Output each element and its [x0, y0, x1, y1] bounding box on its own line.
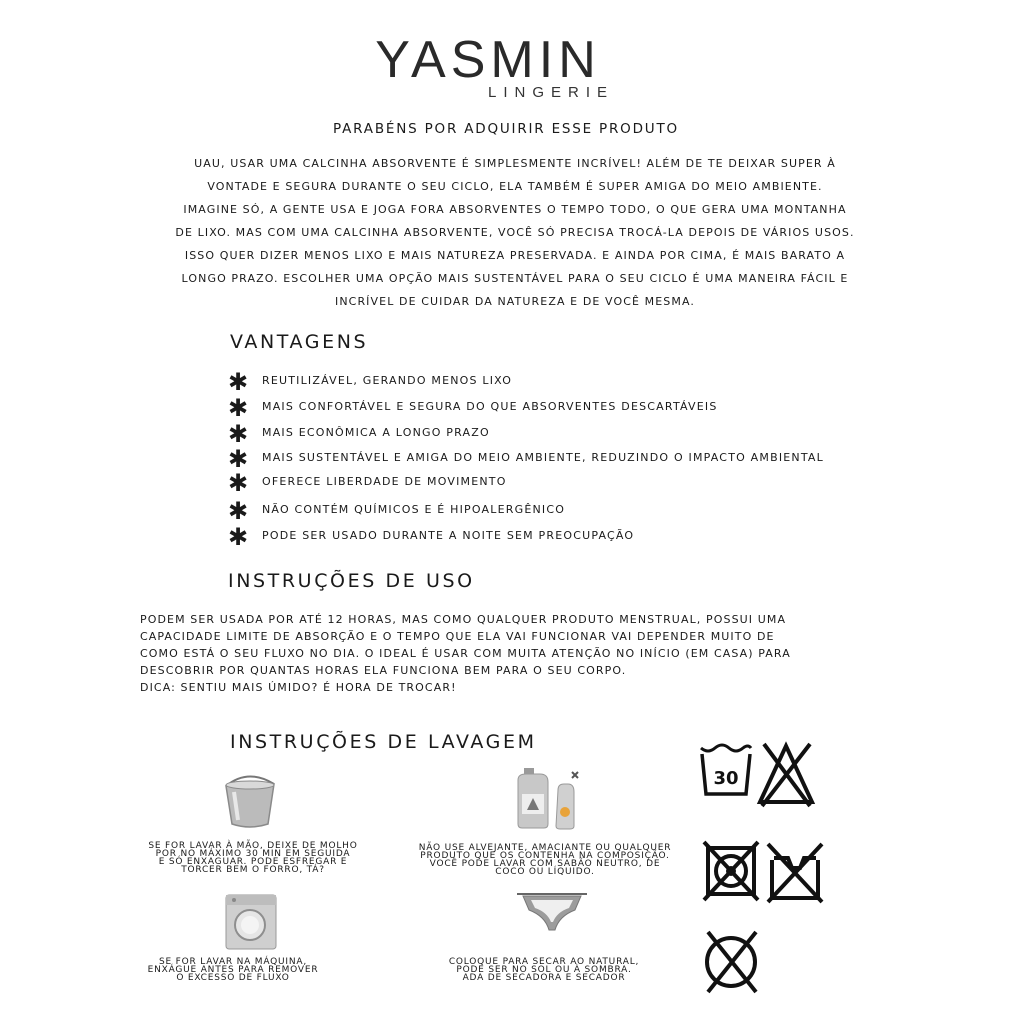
intro-line: DE LIXO. MAS COM UMA CALCINHA ABSORVENTE, VOCÊ SÓ PRECISA TROCÁ-LA DEPOIS DE VÁRIOS USOS.	[175, 226, 855, 239]
asterisk-icon: ✱	[228, 420, 249, 448]
lavagem-heading: INSTRUÇÕES DE LAVAGEM	[230, 731, 537, 753]
caption-line: SE FOR LAVAR À MÃO, DEIXE DE MOLHO	[148, 841, 358, 851]
list-item	[228, 419, 490, 448]
uso-line: PODEM SER USADA POR ATÉ 12 HORAS, MAS COMO QUALQUER PRODUTO MENSTRUAL, POSSUI UMA	[140, 613, 787, 626]
asterisk-icon: ✱	[228, 445, 249, 473]
uso-line: DESCOBRIR POR QUANTAS HORAS ELA FUNCIONA BEM PARA O SEU CORPO.	[140, 664, 627, 677]
list-item-text: OFERECE LIBERDADE DE MOVIMENTO	[262, 474, 507, 488]
asterisk-icon: ✱	[228, 497, 249, 525]
intro-paragraph	[175, 152, 855, 313]
no-tumble-dry-icon	[700, 838, 760, 904]
uso-paragraph	[140, 611, 800, 696]
intro-line: LONGO PRAZO. ESCOLHER UMA OPÇÃO MAIS SUSTENTÁVEL PARA O SEU CICLO É UMA MANEIRA FÁCIL E	[181, 272, 849, 285]
wash-temp-label: 30	[713, 768, 739, 789]
list-item	[228, 393, 718, 422]
bucket-icon	[218, 774, 280, 830]
list-item-text: NÃO CONTÉM QUÍMICOS E É HIPOALERGÊNICO	[262, 502, 566, 516]
congrats-heading: PARABÉNS POR ADQUIRIR ESSE PRODUTO	[333, 121, 679, 137]
wash-caption-machine	[135, 958, 331, 982]
caption-line: VOCÊ PODE LAVAR COM SABÃO NEUTRO, DE	[429, 859, 661, 869]
intro-line: INCRÍVEL DE CUIDAR DA NATUREZA E DE VOCÊ MESMA.	[334, 295, 696, 308]
brand-logo: YASMIN	[375, 31, 601, 89]
vantagens-heading: VANTAGENS	[230, 331, 369, 353]
uso-line: CAPACIDADE LIMITE DE ABSORÇÃO E O TEMPO QUE ELA VAI FUNCIONAR VAI DEPENDER MUITO DE	[140, 630, 775, 643]
no-bleach-icon	[756, 740, 816, 810]
list-item	[228, 468, 507, 497]
wash-caption-dry	[432, 958, 656, 982]
bleach-bottles-icon	[512, 766, 584, 832]
caption-line: SE FOR LAVAR NA MÁQUINA,	[158, 957, 308, 967]
drying-panty-icon	[515, 888, 589, 938]
wash-30-icon	[698, 742, 754, 798]
no-dry-clean-icon	[700, 926, 762, 998]
caption-line: COCO OU LÍQUIDO.	[495, 867, 595, 877]
caption-line: NÃO USE ALVEJANTE, AMACIANTE OU QUALQUER	[418, 843, 672, 853]
intro-line: UAU, USAR UMA CALCINHA ABSORVENTE É SIMPLESMENTE INCRÍVEL! ALÉM DE TE DEIXAR SUPER À	[194, 157, 836, 170]
asterisk-icon: ✱	[228, 368, 249, 396]
caption-line: POR NO MÁXIMO 30 MIN EM SEGUIDA	[155, 849, 351, 859]
caption-line: ADA DE SECADORA E SECADOR	[462, 973, 626, 983]
intro-line: IMAGINE SÓ, A GENTE USA E JOGA FORA ABSORVENTES O TEMPO TODO, O QUE GERA UMA MONTANHA	[183, 203, 847, 216]
caption-line: COLOQUE PARA SECAR AO NATURAL,	[448, 957, 640, 967]
wash-caption-bleach	[395, 844, 695, 876]
list-item-text: REUTILIZÁVEL, GERANDO MENOS LIXO	[262, 373, 513, 387]
list-item	[228, 496, 566, 525]
list-item	[228, 522, 635, 551]
intro-line: VONTADE E SEGURA DURANTE O SEU CICLO, ELA TAMBÉM É SUPER AMIGA DO MEIO AMBIENTE.	[207, 180, 823, 193]
intro-line: ISSO QUER DIZER MENOS LIXO E MAIS NATUREZA PRESERVADA. E AINDA POR CIMA, É MAIS BARATO A	[184, 249, 846, 262]
list-item	[228, 367, 513, 396]
caption-line: ENXÁGUE ANTES PARA REMOVER	[147, 965, 319, 975]
uso-line: DICA: SENTIU MAIS ÚMIDO? É HORA DE TROCAR!	[140, 681, 457, 694]
list-item-text: MAIS CONFORTÁVEL E SEGURA DO QUE ABSORVENTES DESCARTÁVEIS	[262, 399, 718, 413]
asterisk-icon: ✱	[228, 523, 249, 551]
caption-line: PODE SER NO SOL OU À SOMBRA.	[456, 965, 632, 975]
brand-subtitle: LINGERIE	[488, 84, 615, 101]
uso-line: COMO ESTÁ O SEU FLUXO NO DIA. O IDEAL É USAR COM MUITA ATENÇÃO NO INÍCIO (EM CASA) PARA	[140, 647, 791, 660]
asterisk-icon: ✱	[228, 394, 249, 422]
list-item-text: MAIS ECONÔMICA A LONGO PRAZO	[262, 425, 490, 439]
caption-line: PRODUTO QUE OS CONTENHA NA COMPOSIÇÃO.	[420, 851, 670, 861]
washing-machine-icon	[222, 893, 282, 951]
caption-line: E SÓ ENXAGUAR. PODE ESFREGAR E	[158, 857, 348, 867]
asterisk-icon: ✱	[228, 469, 249, 497]
wash-caption-hand	[135, 842, 371, 874]
caption-line: O EXCESSO DE FLUXO	[176, 973, 290, 983]
list-item-text: MAIS SUSTENTÁVEL E AMIGA DO MEIO AMBIENTE, REDUZINDO O IMPACTO AMBIENTAL	[262, 450, 824, 464]
list-item	[228, 444, 824, 473]
no-hand-wring-icon	[764, 838, 826, 904]
caption-line: TORCER BEM O FORRO, TÁ?	[181, 865, 325, 875]
uso-heading: INSTRUÇÕES DE USO	[228, 570, 475, 592]
list-item-text: PODE SER USADO DURANTE A NOITE SEM PREOCUPAÇÃO	[262, 528, 635, 542]
